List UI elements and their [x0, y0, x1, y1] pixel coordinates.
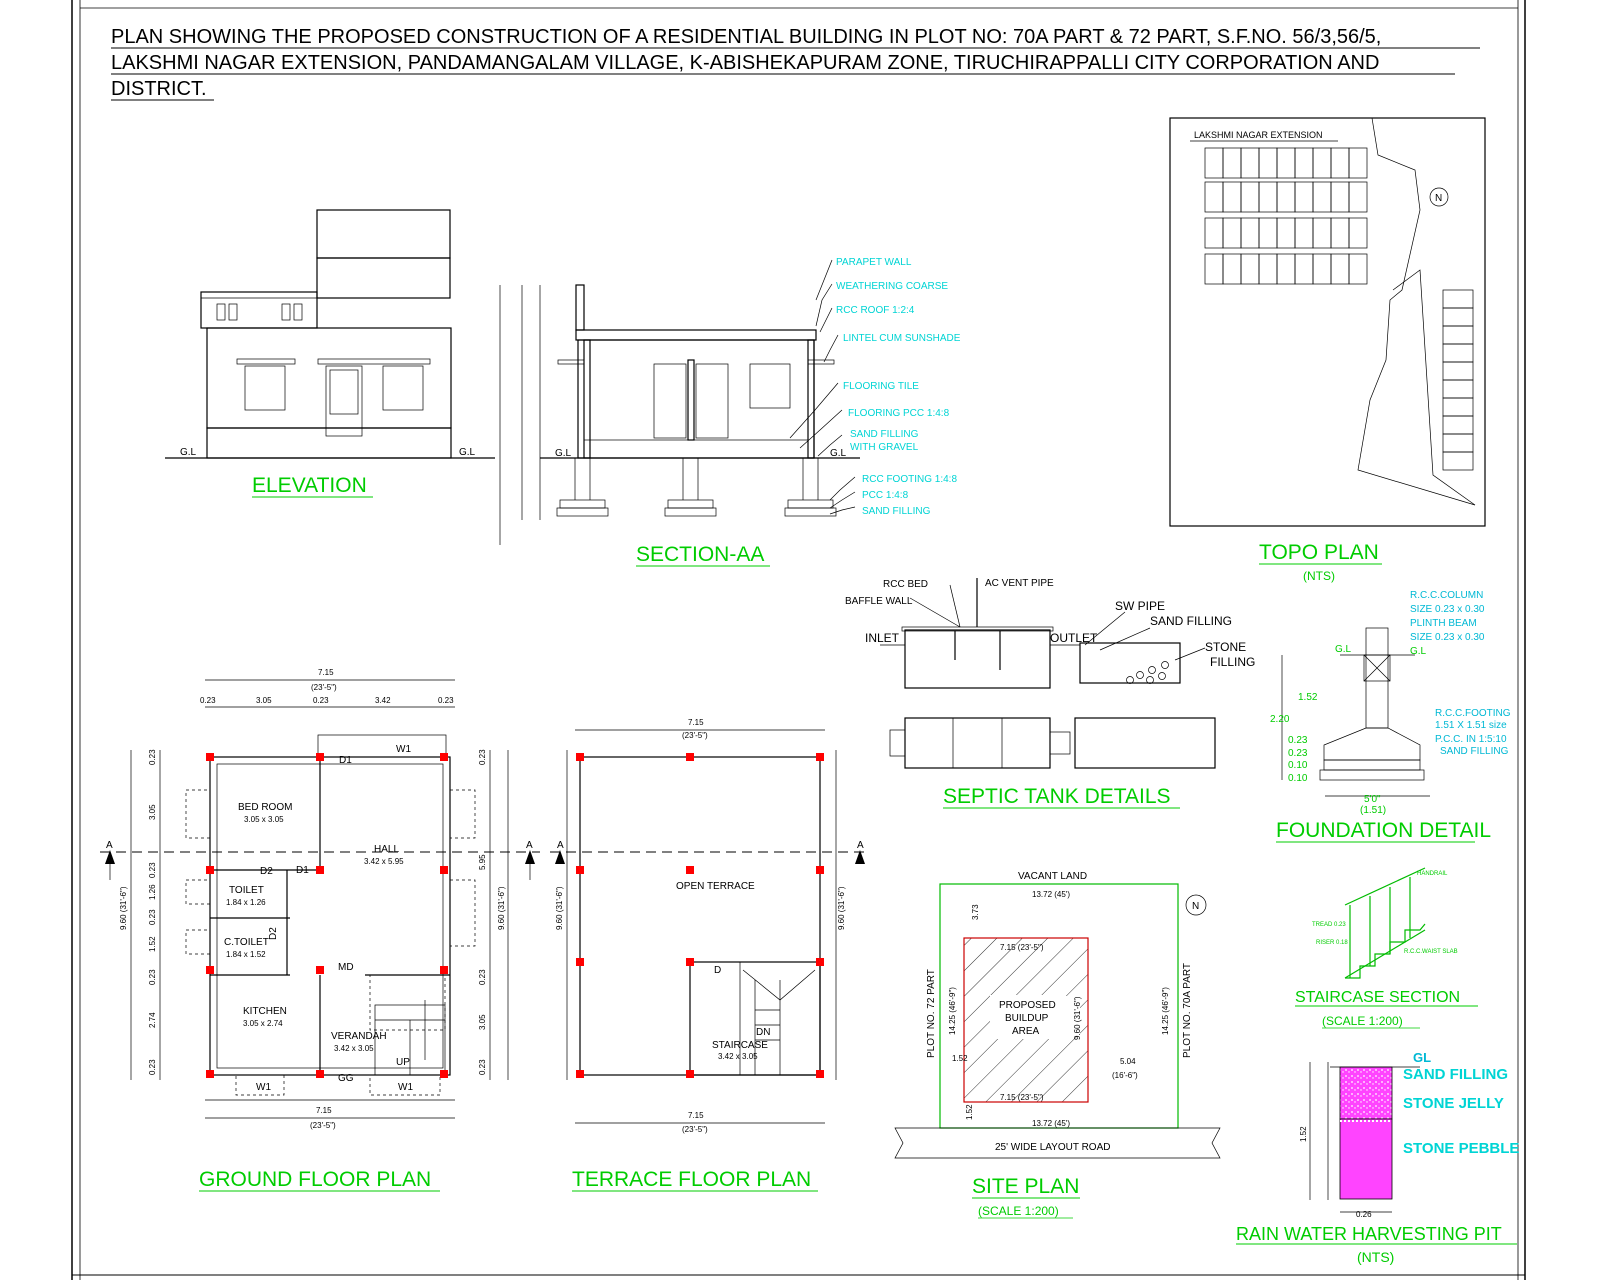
topo-plot — [1443, 398, 1473, 416]
column-marker — [206, 866, 214, 874]
header-line-3: DISTRICT. — [111, 78, 207, 100]
site-road: 25' WIDE LAYOUT ROAD — [995, 1142, 1111, 1153]
room-ctoilet-name: C.TOILET — [224, 937, 269, 948]
site-bottom-dim: 13.72 (45') — [1032, 1119, 1070, 1128]
terrace-total-bottom: 7.15 — [688, 1111, 704, 1120]
foundation-dim-1: 2.20 — [1270, 714, 1290, 725]
topo-plot — [1205, 218, 1223, 248]
terrace-dn: DN — [756, 1027, 771, 1038]
ground-floor-plan-drawing — [100, 668, 540, 1130]
topo-plot — [1313, 182, 1331, 212]
section-aa-drawing — [500, 257, 961, 545]
site-label-proposed: PROPOSED — [999, 1000, 1056, 1011]
foundation-drawing — [1270, 590, 1511, 816]
ground-title: GROUND FLOOR PLAN — [199, 1168, 432, 1191]
topo-plot — [1443, 416, 1473, 434]
room-hall-size: 3.42 x 5.95 — [364, 857, 404, 866]
ground-left-dim-2: 0.23 — [148, 862, 157, 878]
rain-subtitle: (NTS) — [1357, 1249, 1395, 1265]
rainwater-pit-drawing — [1299, 1050, 1519, 1219]
terrace-open-label: OPEN TERRACE — [676, 881, 755, 892]
door-md: MD — [338, 962, 354, 973]
note-parapet-wall: PARAPET WALL — [836, 257, 912, 268]
topo-plot — [1349, 148, 1367, 178]
topo-plot — [1205, 182, 1223, 212]
stair-title: STAIRCASE SECTION — [1295, 989, 1461, 1006]
site-label-buildup: BUILDUP — [1005, 1013, 1049, 1024]
column-marker — [576, 753, 584, 761]
septic-outlet: OUTLET — [1050, 631, 1098, 645]
column-marker — [686, 1070, 694, 1078]
septic-sw-pipe: SW PIPE — [1115, 599, 1166, 613]
foundation-note-0: R.C.C.COLUMN — [1410, 590, 1484, 601]
foundation-title: FOUNDATION DETAIL — [1276, 819, 1492, 842]
room-ctoilet-size: 1.84 x 1.52 — [226, 950, 266, 959]
topo-plot — [1331, 182, 1349, 212]
note-lintel: LINTEL CUM SUNSHADE — [843, 333, 961, 344]
topo-plot — [1443, 380, 1473, 398]
note-flooring-tile: FLOORING TILE — [843, 381, 919, 392]
stair-tread: TREAD 0.23 — [1312, 922, 1346, 928]
column-marker — [440, 966, 448, 974]
septic-inlet: INLET — [865, 631, 900, 645]
site-title: SITE PLAN — [972, 1175, 1080, 1198]
ground-top-total: 7.15 — [318, 668, 334, 677]
site-bldg-top: 7.15 (23'-5") — [1000, 943, 1044, 952]
terrace-total-bottom-ft: (23'-5") — [682, 1125, 708, 1134]
ground-top-dim-3: 3.42 — [375, 696, 391, 705]
site-north-icon: N — [1192, 901, 1200, 912]
topo-plot — [1295, 148, 1313, 178]
septic-filling: FILLING — [1210, 655, 1256, 669]
foundation-note-6: P.C.C. IN 1:5:10 — [1435, 734, 1507, 745]
topo-plot — [1277, 182, 1295, 212]
column-marker — [316, 866, 324, 874]
column-marker — [440, 753, 448, 761]
ground-section-mark-left: A — [106, 840, 113, 851]
ground-right-dim-1: 5.95 — [478, 854, 487, 870]
column-marker — [206, 1070, 214, 1078]
room-toilet-name: TOILET — [229, 885, 264, 896]
rain-layer-jelly: STONE JELLY — [1403, 1095, 1504, 1112]
column-marker — [206, 966, 214, 974]
terrace-door: D — [714, 965, 722, 976]
column-marker — [816, 866, 824, 874]
topo-subtitle: (NTS) — [1303, 569, 1335, 583]
topo-plot — [1295, 182, 1313, 212]
foundation-dim-0: 1.52 — [1298, 692, 1318, 703]
room-hall-name: HALL — [374, 844, 400, 855]
stair-riser: RISER 0.18 — [1316, 940, 1348, 946]
door-d1-mid: D1 — [296, 865, 309, 876]
room-verandah-size: 3.42 x 3.05 — [334, 1044, 374, 1053]
topo-plot — [1349, 218, 1367, 248]
topo-plot — [1331, 254, 1349, 284]
ground-height-left: 9.60 (31'-6") — [119, 886, 128, 930]
column-marker — [576, 958, 584, 966]
column-marker — [316, 966, 324, 974]
topo-plot — [1349, 182, 1367, 212]
section-gl-left: G.L — [555, 448, 572, 459]
site-setback-right-ft: (16'-6") — [1112, 1071, 1138, 1080]
topo-plot — [1259, 254, 1277, 284]
terrace-stair-size: 3.42 x 3.05 — [718, 1052, 758, 1061]
topo-plot — [1259, 182, 1277, 212]
foundation-note-5: 1.51 X 1.51 size — [1435, 720, 1507, 731]
room-kitchen-name: KITCHEN — [243, 1006, 287, 1017]
topo-plot — [1331, 218, 1349, 248]
note-weathering: WEATHERING COARSE — [836, 281, 949, 292]
septic-sand: SAND FILLING — [1150, 614, 1233, 628]
column-marker — [686, 753, 694, 761]
stair-handrail: HANDRAIL — [1417, 871, 1448, 877]
terrace-floor-plan-drawing — [550, 718, 870, 1134]
ground-top-dim-0: 0.23 — [200, 696, 216, 705]
note-rcc-footing: RCC FOOTING 1:4:8 — [862, 474, 958, 485]
site-right-plot: PLOT NO. 70A PART — [1182, 962, 1193, 1058]
column-marker — [316, 753, 324, 761]
elevation-gl-right: G.L — [459, 447, 476, 458]
topo-plot — [1313, 148, 1331, 178]
topo-plot — [1295, 254, 1313, 284]
terrace-title: TERRACE FLOOR PLAN — [572, 1168, 812, 1191]
site-right-side: 14.25 (46'-9") — [1161, 987, 1170, 1035]
terrace-height-left: 9.60 (31'-6") — [555, 886, 564, 930]
window-w1-kitchen: W1 — [256, 1082, 271, 1093]
ground-left-dim-3: 1.26 — [148, 884, 157, 900]
site-subtitle: (SCALE 1:200) — [978, 1204, 1059, 1218]
ground-left-dim-4: 0.23 — [148, 909, 157, 925]
topo-plot — [1331, 148, 1349, 178]
note-pcc: PCC 1:4:8 — [862, 490, 909, 501]
foundation-width: 5'0" — [1364, 794, 1381, 805]
note-sand-filling-2: SAND FILLING — [862, 506, 931, 517]
room-bedroom-size: 3.05 x 3.05 — [244, 815, 284, 824]
column-marker — [816, 1070, 824, 1078]
septic-stone: STONE — [1205, 640, 1247, 654]
topo-plot — [1443, 308, 1473, 326]
topo-plan-drawing — [1170, 118, 1485, 526]
site-plan-drawing — [895, 871, 1220, 1158]
ground-top-dim-2: 0.23 — [313, 696, 329, 705]
septic-vent: AC VENT PIPE — [985, 578, 1054, 589]
foundation-dim-4: 0.10 — [1288, 760, 1308, 771]
site-left-side: 14.25 (46'-9") — [948, 987, 957, 1035]
foundation-width-m: (1.51) — [1360, 805, 1387, 816]
topo-north-icon: N — [1435, 193, 1443, 204]
room-toilet-size: 1.84 x 1.26 — [226, 898, 266, 907]
topo-title: TOPO PLAN — [1259, 541, 1379, 564]
site-setback-front: 1.52 — [965, 1104, 974, 1120]
foundation-gl-left: G.L — [1335, 644, 1352, 655]
column-marker — [576, 866, 584, 874]
ground-left-dim-6: 0.23 — [148, 969, 157, 985]
topo-plot — [1223, 218, 1241, 248]
terrace-total-top: 7.15 — [688, 718, 704, 727]
foundation-gl-right: G.L — [1410, 646, 1427, 657]
elevation-drawing — [165, 210, 495, 458]
topo-plot — [1277, 148, 1295, 178]
window-w1-top: W1 — [396, 744, 411, 755]
topo-plot — [1295, 218, 1313, 248]
septic-rcc-bed: RCC BED — [883, 579, 929, 590]
site-top-dim: 13.72 (45') — [1032, 890, 1070, 899]
terrace-height-right: 9.60 (31'-6") — [837, 886, 846, 930]
column-marker — [206, 753, 214, 761]
topo-plot — [1443, 344, 1473, 362]
ground-right-dim-2: 0.23 — [478, 969, 487, 985]
column-marker — [440, 866, 448, 874]
door-gg: GG — [338, 1073, 354, 1084]
column-marker — [440, 1070, 448, 1078]
foundation-note-4: R.C.C.FOOTING — [1435, 708, 1511, 719]
foundation-dim-3: 0.23 — [1288, 748, 1308, 759]
ground-bottom-total: 7.15 — [316, 1106, 332, 1115]
note-sand-filling: SAND FILLING — [850, 429, 919, 440]
column-marker — [816, 958, 824, 966]
note-with-gravel: WITH GRAVEL — [850, 442, 919, 453]
site-left-plot: PLOT NO. 72 PART — [926, 969, 937, 1058]
septic-baffle: BAFFLE WALL — [845, 596, 913, 607]
topo-plot — [1277, 218, 1295, 248]
window-w1-verandah: W1 — [398, 1082, 413, 1093]
terrace-total-top-ft: (23'-5") — [682, 731, 708, 740]
topo-plot — [1241, 218, 1259, 248]
door-d2-ctoilet: D2 — [268, 927, 279, 940]
terrace-stair-label: STAIRCASE — [712, 1040, 768, 1051]
room-kitchen-size: 3.05 x 2.74 — [243, 1019, 283, 1028]
door-d1-top: D1 — [339, 755, 352, 766]
site-setback-left: 1.52 — [952, 1054, 968, 1063]
septic-title: SEPTIC TANK DETAILS — [943, 785, 1171, 808]
column-marker — [686, 958, 694, 966]
ground-right-dim-4: 0.23 — [478, 1059, 487, 1075]
terrace-section-mark-right: A — [857, 840, 864, 851]
topo-plot — [1259, 218, 1277, 248]
ground-top-dim-1: 3.05 — [256, 696, 272, 705]
ground-top-total-ft: (23'-5") — [311, 683, 337, 692]
note-rcc-roof: RCC ROOF 1:2:4 — [836, 305, 915, 316]
ground-left-dim-1: 3.05 — [148, 804, 157, 820]
topo-plot — [1241, 182, 1259, 212]
ground-bottom-total-ft: (23'-5") — [310, 1121, 336, 1130]
topo-plot — [1443, 326, 1473, 344]
header-line-2: LAKSHMI NAGAR EXTENSION, PANDAMANGALAM VILLAGE, K-ABISHEKAPURAM ZONE, TIRUCHIRAPPALLI CITY CORPORATION AND — [111, 52, 1380, 74]
column-marker — [316, 1070, 324, 1078]
note-flooring-pcc: FLOORING PCC 1:4:8 — [848, 408, 950, 419]
rain-gl: GL — [1413, 1050, 1432, 1065]
section-gl-right: G.L — [830, 448, 847, 459]
column-marker — [576, 1070, 584, 1078]
ground-right-dim-0: 0.23 — [478, 749, 487, 765]
topo-plot — [1241, 148, 1259, 178]
staircase-section-drawing — [1312, 868, 1458, 978]
topo-plot — [1313, 254, 1331, 284]
site-vacant: VACANT LAND — [1018, 871, 1088, 882]
topo-plot — [1443, 290, 1473, 308]
septic-tank-drawing — [845, 578, 1255, 768]
topo-plot — [1205, 254, 1223, 284]
elevation-title: ELEVATION — [252, 474, 367, 497]
foundation-note-1: SIZE 0.23 x 0.30 — [1410, 604, 1485, 615]
terrace-section-mark-left: A — [557, 840, 564, 851]
elevation-gl-left: G.L — [180, 447, 197, 458]
foundation-dim-2: 0.23 — [1288, 735, 1308, 746]
stair-up: UP — [396, 1057, 410, 1068]
rain-layer-pebble: STONE PEBBLE — [1403, 1140, 1520, 1157]
topo-plot — [1277, 254, 1295, 284]
site-setback-right: 5.04 — [1120, 1057, 1136, 1066]
ground-left-dim-5: 1.52 — [148, 936, 157, 952]
ground-left-dim-0: 0.23 — [148, 749, 157, 765]
ground-left-dim-8: 0.23 — [148, 1059, 157, 1075]
topo-plot — [1223, 148, 1241, 178]
site-setback-back: 3.73 — [971, 904, 980, 920]
rain-layer-sand: SAND FILLING — [1403, 1066, 1508, 1083]
ground-right-dim-3: 3.05 — [478, 1014, 487, 1030]
topo-plot — [1443, 452, 1473, 470]
rain-width: 0.26 — [1356, 1210, 1372, 1219]
topo-plot — [1443, 362, 1473, 380]
foundation-dim-5: 0.10 — [1288, 773, 1308, 784]
stair-subtitle: (SCALE 1:200) — [1322, 1014, 1403, 1028]
ground-left-dim-7: 2.74 — [148, 1012, 157, 1028]
site-label-area: AREA — [1012, 1026, 1040, 1037]
ground-section-mark-right: A — [526, 840, 533, 851]
foundation-note-2: PLINTH BEAM — [1410, 618, 1477, 629]
stair-rcc: R.C.C.WAIST SLAB — [1404, 949, 1458, 955]
topo-plot — [1205, 148, 1223, 178]
rain-title: RAIN WATER HARVESTING PIT — [1236, 1224, 1502, 1244]
topo-plot — [1241, 254, 1259, 284]
topo-plot — [1313, 218, 1331, 248]
room-verandah-name: VERANDAH — [331, 1031, 387, 1042]
room-bedroom-name: BED ROOM — [238, 802, 293, 813]
topo-label: LAKSHMI NAGAR EXTENSION — [1194, 130, 1323, 140]
column-marker — [686, 866, 694, 874]
section-title: SECTION-AA — [636, 543, 765, 566]
topo-plot — [1223, 254, 1241, 284]
foundation-note-3: SIZE 0.23 x 0.30 — [1410, 632, 1485, 643]
topo-plot — [1443, 434, 1473, 452]
foundation-note-7: SAND FILLING — [1440, 746, 1509, 757]
column-marker — [816, 753, 824, 761]
site-bldg-depth: 9.60 (31'-6") — [1073, 996, 1082, 1040]
rain-total-h: 1.52 — [1299, 1126, 1308, 1142]
ground-height-right: 9.60 (31'-6") — [497, 886, 506, 930]
ground-top-dim-4: 0.23 — [438, 696, 454, 705]
topo-plot — [1259, 148, 1277, 178]
header-line-1: PLAN SHOWING THE PROPOSED CONSTRUCTION OF A RESIDENTIAL BUILDING IN PLOT NO: 70A PART & 72 PART, S.F.NO. 56/3,56/5, — [111, 26, 1382, 48]
site-bldg-bottom: 7.15 (23'-5") — [1000, 1093, 1044, 1102]
topo-plot — [1349, 254, 1367, 284]
topo-plot — [1223, 182, 1241, 212]
door-d2-toilet: D2 — [260, 866, 273, 877]
